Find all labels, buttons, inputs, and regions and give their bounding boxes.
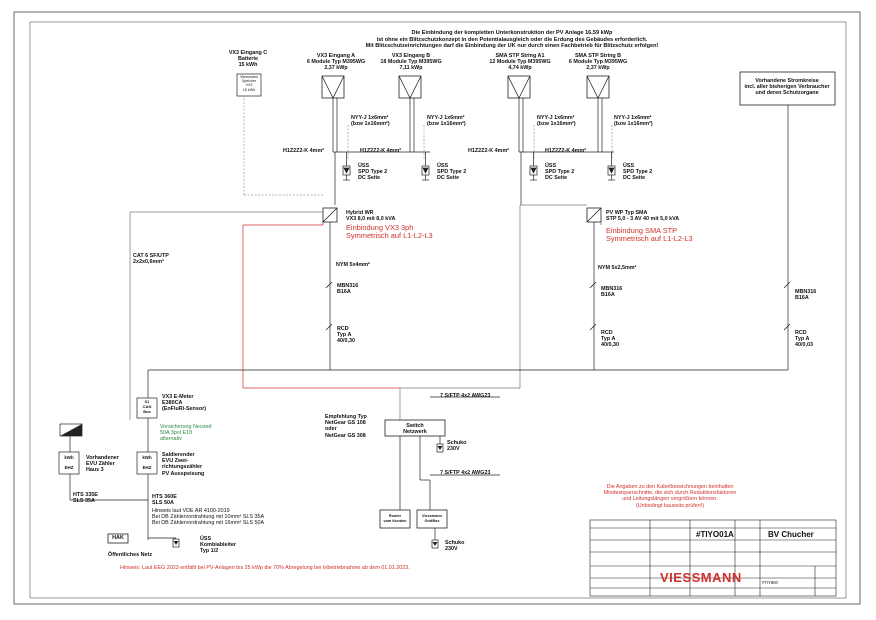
meter-line: Saldierender bbox=[162, 452, 195, 458]
hts-line: SLS 50A bbox=[152, 500, 174, 507]
hts-right-label bbox=[152, 494, 177, 506]
rcd-label-existing bbox=[795, 330, 813, 349]
eeg-note: Hinweis: Laut EEG 2023 entfällt bei PV-Anlagen bis 25 kWp die 70% Abregelung bei Inbetriebnahme ab dem 01.01.2023. bbox=[120, 565, 410, 571]
rcd-line: RCD bbox=[795, 330, 807, 336]
breaker-label-existing bbox=[795, 289, 816, 301]
fuse-line: Vorsicherung Neozed bbox=[160, 424, 212, 430]
cable-nyy-sma bbox=[537, 115, 576, 127]
nym-vx3-label: NYM 5x4mm² bbox=[336, 262, 370, 268]
spd-line: ÜSS bbox=[437, 163, 449, 169]
battery-box-text: Speicher bbox=[241, 79, 257, 84]
cable-line: NYY-J 1x6mm² bbox=[614, 115, 652, 121]
string-label-a bbox=[307, 53, 365, 72]
spd-label-4 bbox=[623, 163, 652, 182]
cable-line: (bzw 1x16mm²) bbox=[614, 121, 653, 128]
switch-note-line: NetGear GS 108 bbox=[325, 420, 366, 427]
string-line: 6 Module Typ M395WG bbox=[306, 59, 366, 66]
existing-circuits-line: incl. aller bisherigen Verbraucher bbox=[744, 84, 830, 91]
meter-box-line: EHZ bbox=[142, 465, 152, 471]
emeter-box-line: Bus bbox=[143, 409, 151, 414]
rcd-label-sma bbox=[601, 330, 619, 349]
breaker-line: MBN316 bbox=[337, 283, 359, 289]
breaker-line: B16A bbox=[337, 289, 351, 296]
pv-module-a1 bbox=[508, 76, 530, 98]
uss-line: Typ 1/2 bbox=[200, 548, 219, 555]
disclaimer-line: Die Angaben zu den Kabelbezeichnungen beinhalten bbox=[606, 484, 734, 490]
string-label-a1 bbox=[489, 53, 550, 72]
spd-label-3 bbox=[545, 163, 574, 182]
schuko-line: 230V bbox=[445, 546, 458, 553]
string-line: VX3 Eingang B bbox=[391, 53, 431, 59]
lan-cable-label-2: 7 S/FTP 4x2 AWG23 bbox=[440, 470, 491, 476]
battery-box-text: Viessmann bbox=[240, 75, 258, 79]
meter-box-line: EHZ bbox=[64, 465, 74, 471]
inverter-line: PV WP Typ SMA bbox=[606, 210, 648, 216]
pv-notice bbox=[366, 30, 659, 50]
spd-line: SPD Type 2 bbox=[623, 169, 653, 176]
cable-line: (bzw 1x16mm²) bbox=[537, 121, 576, 128]
breaker-line: B16A bbox=[795, 295, 809, 302]
title-code: #TIYO01A bbox=[696, 530, 734, 539]
cable-line: NYY-J 1x6mm² bbox=[537, 115, 575, 121]
existing-circuits-line: und deren Schutzorgane bbox=[755, 90, 819, 97]
meter-box-line: kWh bbox=[64, 455, 74, 460]
string-line: VX3 Eingang A bbox=[316, 53, 356, 59]
string-line: 4,74 kWp bbox=[508, 65, 532, 72]
cable-line: NYY-J 1x6mm² bbox=[351, 115, 389, 121]
battery-title: Batterie bbox=[237, 56, 259, 63]
inverter-red-line: Einbindung VX3 3ph bbox=[346, 223, 414, 232]
uss-kombi-label bbox=[200, 536, 236, 555]
emeter-line: (EnFluRi-Sensor) bbox=[162, 406, 207, 413]
schuko-label-2 bbox=[445, 540, 464, 552]
rcd-line: Typ A bbox=[601, 336, 616, 343]
spd-line: ÜSS bbox=[545, 163, 557, 169]
fuse-line: alternativ bbox=[160, 436, 182, 443]
emeter-line: VX3 E-Meter bbox=[162, 394, 194, 400]
meter-line: PV Ausspeisung bbox=[162, 470, 205, 477]
vde-line: Bei DB Zählervordrahtung mit 16mm² SLS 50A bbox=[152, 520, 265, 527]
string-line: 12 Module Typ M395WG bbox=[489, 59, 551, 66]
notice-line: Mit Blitzschutzeinrichtungen darf die Einbindung der UK nur durch einen Fachbetrieb für Blitzschutz erfolgen! bbox=[365, 43, 659, 50]
spd-label-2 bbox=[437, 163, 466, 182]
pv-module-b bbox=[399, 76, 421, 98]
meter-line: richtungszähler bbox=[162, 464, 203, 471]
cable-line: NYY-J 1x6mm² bbox=[427, 115, 465, 121]
schuko-line: Schuko bbox=[447, 440, 467, 446]
string-line: 2,37 kWp bbox=[324, 65, 348, 72]
battery-box-label bbox=[240, 75, 258, 92]
switch-box-line: Switch bbox=[406, 423, 424, 429]
battery-label bbox=[229, 50, 267, 69]
meter-line: Haus 3 bbox=[86, 467, 104, 474]
gridbox-line: GridBox bbox=[424, 518, 440, 523]
emeter-box-line: CAN bbox=[142, 404, 152, 409]
existing-meter-label bbox=[86, 455, 119, 474]
switch-note bbox=[325, 414, 367, 439]
string-line: SMA STP String A1 bbox=[495, 53, 545, 59]
inverter-line: STP 5,0 - 3 AV 40 mit 5,0 kVA bbox=[606, 216, 680, 223]
cable-h1z2z2-3: H1Z2Z2-K 4mm² bbox=[468, 148, 510, 154]
router-line: Router bbox=[388, 514, 402, 518]
spd-line: SPD Type 2 bbox=[358, 169, 388, 176]
cat-cable-label bbox=[133, 253, 169, 265]
vde-line: Hinweis laut VDE AR 4100-2019 bbox=[152, 508, 230, 514]
disclaimer-line: Mindestquerschnitte, die sich durch Reduktionsfaktoren bbox=[603, 490, 737, 497]
cable-line: (bzw 1x16mm²) bbox=[427, 121, 466, 128]
battery-box-text: VX3 bbox=[245, 83, 253, 88]
gridbox-label bbox=[422, 514, 442, 523]
spd-line: SPD Type 2 bbox=[437, 169, 467, 176]
pv-module-sma-b bbox=[587, 76, 609, 98]
meter-line: EVU Zähler bbox=[86, 461, 115, 468]
inverter-red-line: Symmetrisch auf L1-L2-L3 bbox=[606, 234, 693, 243]
meter-line: Vorhandener bbox=[86, 455, 119, 461]
emeter-label bbox=[162, 394, 206, 413]
spd-line: DC Seite bbox=[358, 175, 381, 182]
breaker-line: B16A bbox=[601, 292, 615, 299]
rcd-line: Typ A bbox=[795, 336, 810, 343]
string-line: 6 Module Typ M395WG bbox=[568, 59, 628, 66]
spd-line: DC Seite bbox=[623, 175, 646, 182]
lan-cable-label-1: 7 S/FTP 4x2 AWG23 bbox=[440, 393, 491, 399]
switch-note-line: Empfehlung Typ bbox=[325, 414, 367, 420]
cable-nyy-sma-b bbox=[614, 115, 653, 127]
router-label bbox=[384, 514, 407, 523]
fuse-note bbox=[160, 424, 212, 443]
spd-line: ÜSS bbox=[358, 163, 370, 169]
breaker-line: MBN316 bbox=[795, 289, 817, 295]
vde-line: Bei DB Zählervordrahtung mit 10mm² SLS 35A bbox=[152, 514, 265, 521]
new-meter-label bbox=[162, 452, 204, 477]
meter-box-line: kWh bbox=[142, 455, 152, 460]
spd-line: DC Seite bbox=[437, 175, 460, 182]
rcd-line: 40/0,30 bbox=[337, 338, 355, 345]
disclaimer-line: und Leitungslängen vergrößern können. bbox=[622, 496, 718, 503]
cable-nyy-vx3 bbox=[351, 115, 390, 127]
cable-nyy-vx3-b bbox=[427, 115, 466, 127]
uss-line: Kombiableiter bbox=[200, 542, 236, 549]
battery-title: 15 kWh bbox=[238, 62, 258, 69]
spd-line: ÜSS bbox=[623, 163, 635, 169]
inverter-line: Hybrid WR bbox=[346, 210, 374, 216]
title-project: BV Chucher bbox=[768, 530, 814, 539]
hts-left-label bbox=[73, 492, 98, 504]
emeter-box-line: S1 bbox=[144, 399, 150, 404]
spd-label-1 bbox=[358, 163, 387, 182]
inverter-red-line: Einbindung SMA STP bbox=[606, 226, 678, 235]
title-code-small: #TIY600 bbox=[762, 580, 778, 585]
meter-line: EVU Zwei- bbox=[162, 458, 189, 465]
viessmann-logo: VIESSMANN bbox=[660, 570, 742, 585]
inverter-sma-red-label bbox=[606, 227, 693, 243]
inverter-red-line: Symmetrisch auf L1-L2-L3 bbox=[346, 231, 433, 240]
notice-line: Die Einbindung der kompletten Unterkonstruktion der PV Anlage 16,59 kWp bbox=[411, 30, 613, 36]
emeter-line: E380CA bbox=[162, 400, 183, 407]
nym-sma-label: NYM 5x2,5mm² bbox=[598, 265, 637, 271]
existing-circuits-label bbox=[744, 78, 829, 97]
string-line: 18 Module Typ M395WG bbox=[380, 59, 442, 66]
pv-module-a bbox=[322, 76, 344, 98]
rcd-line: Typ A bbox=[337, 332, 352, 339]
fuse-line: 50A 3pol E18 bbox=[160, 430, 193, 437]
switch-box-label bbox=[403, 423, 427, 435]
notice-line: ist ohne ein Blitzschutzkonzept in den Potentialausgleich oder die Erdung des Gebäudes erforderlich. bbox=[376, 36, 648, 43]
switch-note-line: oder bbox=[325, 426, 337, 433]
cable-line: (bzw 1x16mm²) bbox=[351, 121, 390, 128]
router-line: vom Kunden bbox=[383, 518, 407, 523]
hak-label: HAK bbox=[112, 535, 124, 541]
cat-line: 2x2x0,6mm² bbox=[133, 259, 164, 266]
schuko-line: 230V bbox=[447, 446, 460, 453]
spd-line: SPD Type 2 bbox=[545, 169, 575, 176]
sun-icon-triangle bbox=[60, 424, 82, 436]
battery-box-text: 15 kWh bbox=[242, 87, 256, 92]
string-line: 2,37 kWp bbox=[586, 65, 610, 72]
cable-h1z2z2-2: H1Z2Z2-K 4mm² bbox=[360, 148, 402, 154]
schuko-label-1 bbox=[447, 440, 466, 452]
existing-meter-box-label bbox=[64, 455, 73, 471]
spd-line: DC Seite bbox=[545, 175, 568, 182]
breaker-label-sma bbox=[601, 286, 622, 298]
inverter-line: VX3 8,0 mit 8,0 kVA bbox=[346, 216, 396, 223]
schuko-line: Schuko bbox=[445, 540, 465, 546]
string-line: SMA STP String B bbox=[574, 53, 622, 59]
gridbox-line: Viessmann bbox=[422, 514, 442, 518]
switch-box-line: Netzwerk bbox=[403, 429, 427, 436]
cat-line: CAT 6 SF/UTP bbox=[133, 253, 169, 259]
cable-disclaimer bbox=[604, 484, 736, 509]
rcd-line: RCD bbox=[337, 326, 349, 332]
rcd-line: RCD bbox=[601, 330, 613, 336]
vde-note bbox=[152, 508, 264, 527]
rcd-line: 40/0,03 bbox=[795, 342, 813, 349]
rcd-line: 40/0,30 bbox=[601, 342, 619, 349]
battery-title: VX3 Eingang C bbox=[228, 50, 268, 56]
string-label-b bbox=[380, 53, 441, 72]
hts-line: HTS 360E bbox=[152, 494, 177, 500]
inverter-vx3-red-label bbox=[346, 224, 433, 240]
breaker-line: MBN316 bbox=[601, 286, 623, 292]
inverter-sma-label bbox=[606, 210, 679, 222]
new-meter-box-label bbox=[142, 455, 151, 471]
rcd-label-vx3 bbox=[337, 326, 355, 345]
hts-line: HTS 335E bbox=[73, 492, 98, 498]
string-line: 7,11 kWp bbox=[399, 65, 423, 72]
cable-h1z2z2-4: H1Z2Z2-K 4mm² bbox=[545, 148, 587, 154]
inverter-vx3-label bbox=[346, 210, 395, 222]
existing-circuits-line: Vorhandene Stromkreise bbox=[755, 78, 819, 84]
disclaimer-line: (Unbedingt bauseits prüfen!) bbox=[635, 502, 705, 509]
hts-line: SLS 35A bbox=[73, 498, 95, 505]
emeter-box-label bbox=[143, 399, 152, 414]
uss-line: ÜSS bbox=[200, 536, 212, 542]
breaker-label-vx3 bbox=[337, 283, 358, 295]
string-label-sma-b bbox=[569, 53, 627, 72]
breaker-symbols bbox=[326, 282, 790, 330]
public-grid-label: Öffentliches Netz bbox=[108, 552, 153, 558]
cable-h1z2z2-1: H1Z2Z2-K 4mm² bbox=[283, 148, 325, 154]
switch-note-line: NetGear GS 308 bbox=[325, 432, 366, 439]
